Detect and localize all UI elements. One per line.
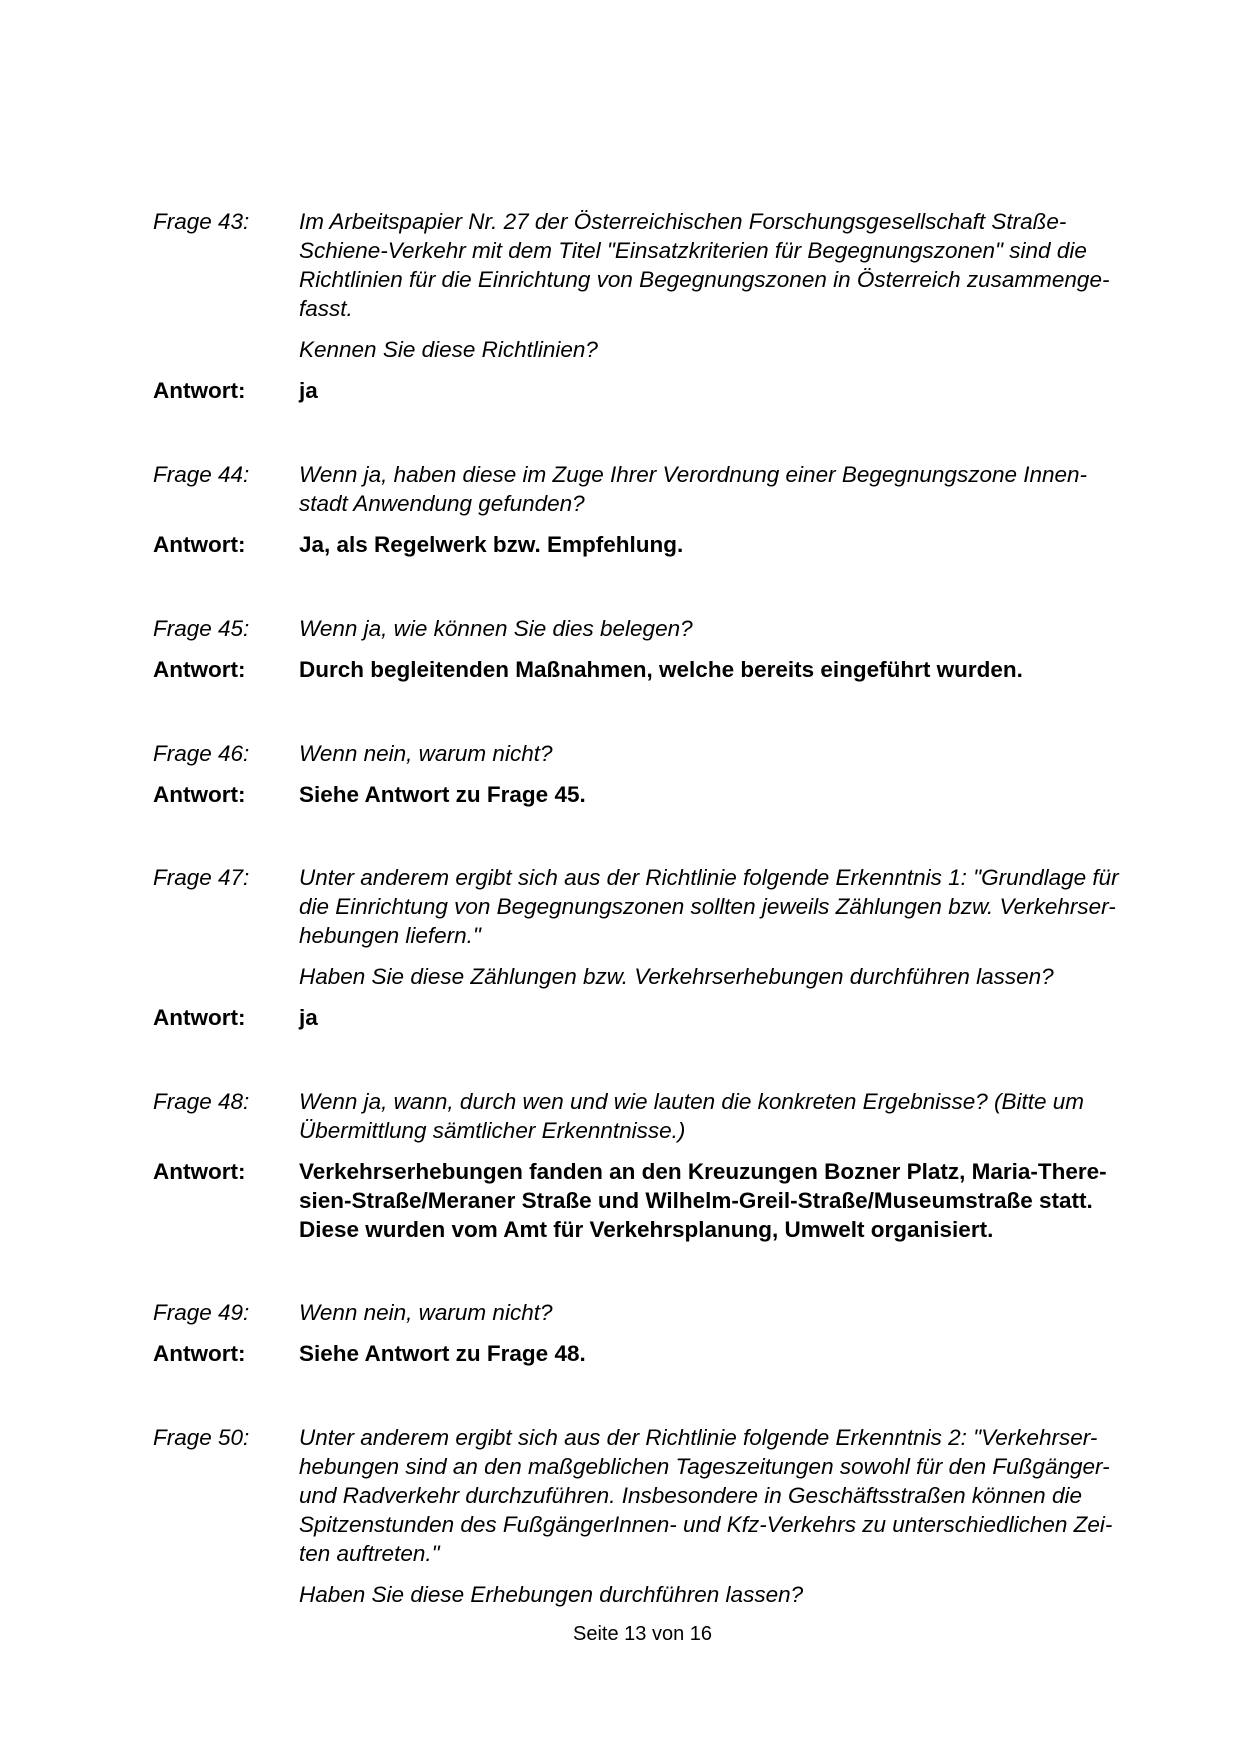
answer-43 bbox=[153, 376, 1153, 405]
answer-48 bbox=[153, 1157, 1153, 1244]
question-line: Spitzenstunden des FußgängerInnen- und Kfz-Verkehrs zu unterschiedlichen Zei- bbox=[299, 1512, 1113, 1537]
answer-label: Antwort: bbox=[153, 782, 246, 807]
question-line: Übermittlung sämtlicher Erkenntnisse.) bbox=[299, 1118, 686, 1143]
answer-line: sien-Straße/Meraner Straße und Wilhelm-Greil-Straße/Museumstraße statt. bbox=[299, 1188, 1093, 1213]
question-45 bbox=[153, 614, 1153, 643]
answer-label: Antwort: bbox=[153, 657, 246, 682]
question-line: Wenn nein, warum nicht? bbox=[299, 741, 553, 766]
answer-49 bbox=[153, 1339, 1153, 1368]
question-line: hebungen liefern." bbox=[299, 923, 481, 948]
question-line: Wenn nein, warum nicht? bbox=[299, 1300, 553, 1325]
answer-label: Antwort: bbox=[153, 1341, 246, 1366]
answer-line: ja bbox=[299, 378, 318, 403]
answer-line: Siehe Antwort zu Frage 48. bbox=[299, 1341, 586, 1366]
qa-block-43 bbox=[153, 207, 1153, 405]
answer-line: Durch begleitenden Maßnahmen, welche bereits eingeführt wurden. bbox=[299, 657, 1023, 682]
sub-question-47 bbox=[153, 962, 1153, 991]
question-line: und Radverkehr durchzuführen. Insbesondere in Geschäftsstraßen können die bbox=[299, 1483, 1082, 1508]
question-49 bbox=[153, 1298, 1153, 1327]
question-line: fasst. bbox=[299, 296, 353, 321]
answer-45 bbox=[153, 655, 1153, 684]
answer-label: Antwort: bbox=[153, 378, 246, 403]
question-line: Unter anderem ergibt sich aus der Richtlinie folgende Erkenntnis 1: "Grundlage für bbox=[299, 865, 1119, 890]
question-label: Frage 45: bbox=[153, 616, 250, 641]
question-line: Richtlinien für die Einrichtung von Begegnungszonen in Österreich zusammenge- bbox=[299, 267, 1110, 292]
question-line: ten auftreten." bbox=[299, 1541, 440, 1566]
answer-line: Ja, als Regelwerk bzw. Empfehlung. bbox=[299, 532, 684, 557]
question-line: Wenn ja, haben diese im Zuge Ihrer Verordnung einer Begegnungszone Innen- bbox=[299, 462, 1088, 487]
question-line: Wenn ja, wann, durch wen und wie lauten die konkreten Ergebnisse? (Bitte um bbox=[299, 1089, 1085, 1114]
sub-question-text: Haben Sie diese Zählungen bzw. Verkehrserhebungen durchführen lassen? bbox=[299, 964, 1054, 989]
answer-line: Siehe Antwort zu Frage 45. bbox=[299, 782, 586, 807]
question-line: Schiene-Verkehr mit dem Titel "Einsatzkriterien für Begegnungszonen" sind die bbox=[299, 238, 1087, 263]
question-line: Wenn ja, wie können Sie dies belegen? bbox=[299, 616, 693, 641]
question-label: Frage 50: bbox=[153, 1425, 250, 1450]
question-50 bbox=[153, 1423, 1153, 1568]
answer-46 bbox=[153, 780, 1153, 809]
answer-line: Verkehrserhebungen fanden an den Kreuzungen Bozner Platz, Maria-There- bbox=[299, 1159, 1107, 1184]
question-44 bbox=[153, 460, 1153, 518]
qa-block-50 bbox=[153, 1423, 1153, 1609]
qa-block-49 bbox=[153, 1298, 1153, 1368]
sub-question-43 bbox=[153, 335, 1153, 364]
qa-block-46 bbox=[153, 739, 1153, 809]
question-48 bbox=[153, 1087, 1153, 1145]
qa-block-47 bbox=[153, 863, 1153, 1032]
sub-question-text: Kennen Sie diese Richtlinien? bbox=[299, 337, 598, 362]
question-label: Frage 48: bbox=[153, 1089, 250, 1114]
question-label: Frage 47: bbox=[153, 865, 250, 890]
question-label: Frage 49: bbox=[153, 1300, 250, 1325]
sub-question-50 bbox=[153, 1580, 1153, 1609]
page-footer: Seite 13 von 16 bbox=[573, 1623, 712, 1645]
question-line: Unter anderem ergibt sich aus der Richtlinie folgende Erkenntnis 2: "Verkehrser- bbox=[299, 1425, 1098, 1450]
qa-block-44 bbox=[153, 460, 1153, 559]
question-line: stadt Anwendung gefunden? bbox=[299, 491, 585, 516]
qa-block-48 bbox=[153, 1087, 1153, 1244]
answer-label: Antwort: bbox=[153, 1005, 246, 1030]
question-47 bbox=[153, 863, 1153, 950]
question-label: Frage 44: bbox=[153, 462, 250, 487]
answer-label: Antwort: bbox=[153, 532, 246, 557]
answer-44 bbox=[153, 530, 1153, 559]
question-line: hebungen sind an den maßgeblichen Tageszeitungen sowohl für den Fußgänger- bbox=[299, 1454, 1110, 1479]
question-label: Frage 43: bbox=[153, 209, 250, 234]
answer-line: ja bbox=[299, 1005, 318, 1030]
question-line: die Einrichtung von Begegnungszonen sollten jeweils Zählungen bzw. Verkehrser- bbox=[299, 894, 1116, 919]
answer-label: Antwort: bbox=[153, 1159, 246, 1184]
question-43 bbox=[153, 207, 1153, 323]
sub-question-text: Haben Sie diese Erhebungen durchführen lassen? bbox=[299, 1582, 804, 1607]
question-label: Frage 46: bbox=[153, 741, 250, 766]
answer-47 bbox=[153, 1003, 1153, 1032]
qa-block-45 bbox=[153, 614, 1153, 684]
answer-line: Diese wurden vom Amt für Verkehrsplanung, Umwelt organisiert. bbox=[299, 1217, 994, 1242]
question-line: Im Arbeitspapier Nr. 27 der Österreichischen Forschungsgesellschaft Straße- bbox=[299, 209, 1067, 234]
question-46 bbox=[153, 739, 1153, 768]
